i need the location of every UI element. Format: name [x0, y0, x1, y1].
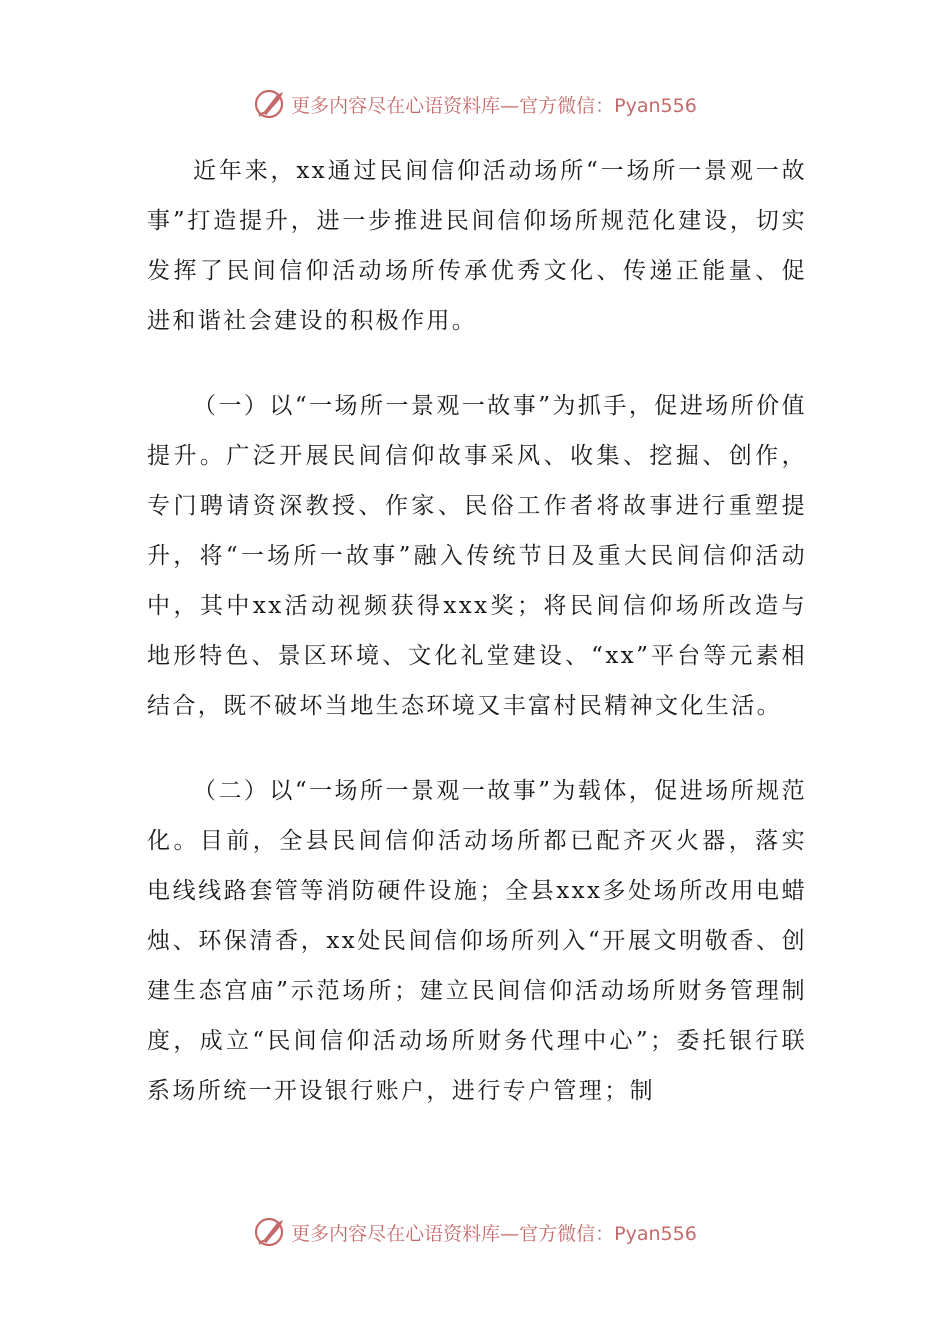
document-body [147, 146, 807, 1116]
paragraph-section-two: （二）以“一场所一景观一故事”为载体，促进场所规范化。目前，全县民间信仰活动场所都已配齐灭火器，落实电线线路套管等消防硬件设施；全县xxx多处场所改用电蜡烛、环保清香，xx处民间信仰场所列入“开展文明敬香、创建生态宫庙”示范场所；建立民间信仰活动场所财务管理制度，成立“民间信仰活动场所财务代理中心”；委托银行联系场所统一开设银行账户，进行专户管理；制 [147, 778, 807, 1104]
footer-watermark-banner [0, 1210, 950, 1254]
paragraph-section-one: （一）以“一场所一景观一故事”为抓手，促进场所价值提升。广泛开展民间信仰故事采风、收集、挖掘、创作，专门聘请资深教授、作家、民俗工作者将故事进行重塑提升，将“一场所一故事”融入传统节日及重大民间信仰活动中，其中xx活动视频获得xxx奖；将民间信仰场所改造与地形特色、景区环境、文化礼堂建设、“xx”平台等元素相结合，既不破坏当地生态环境又丰富村民精神文化生活。 [147, 393, 807, 719]
header-watermark-banner [0, 82, 950, 126]
pen-nib-logo-icon [253, 86, 289, 122]
header-banner-text: 更多内容尽在心语资料库—官方微信：Pyan556 [291, 94, 697, 117]
paragraph-intro: 近年来，xx通过民间信仰活动场所“一场所一景观一故事”打造提升，进一步推进民间信仰场所规范化建设，切实发挥了民间信仰活动场所传承优秀文化、传递正能量、促进和谐社会建设的积极作用。 [147, 158, 807, 334]
footer-banner-text: 更多内容尽在心语资料库—官方微信：Pyan556 [291, 1222, 697, 1245]
pen-nib-logo-icon [253, 1214, 289, 1250]
